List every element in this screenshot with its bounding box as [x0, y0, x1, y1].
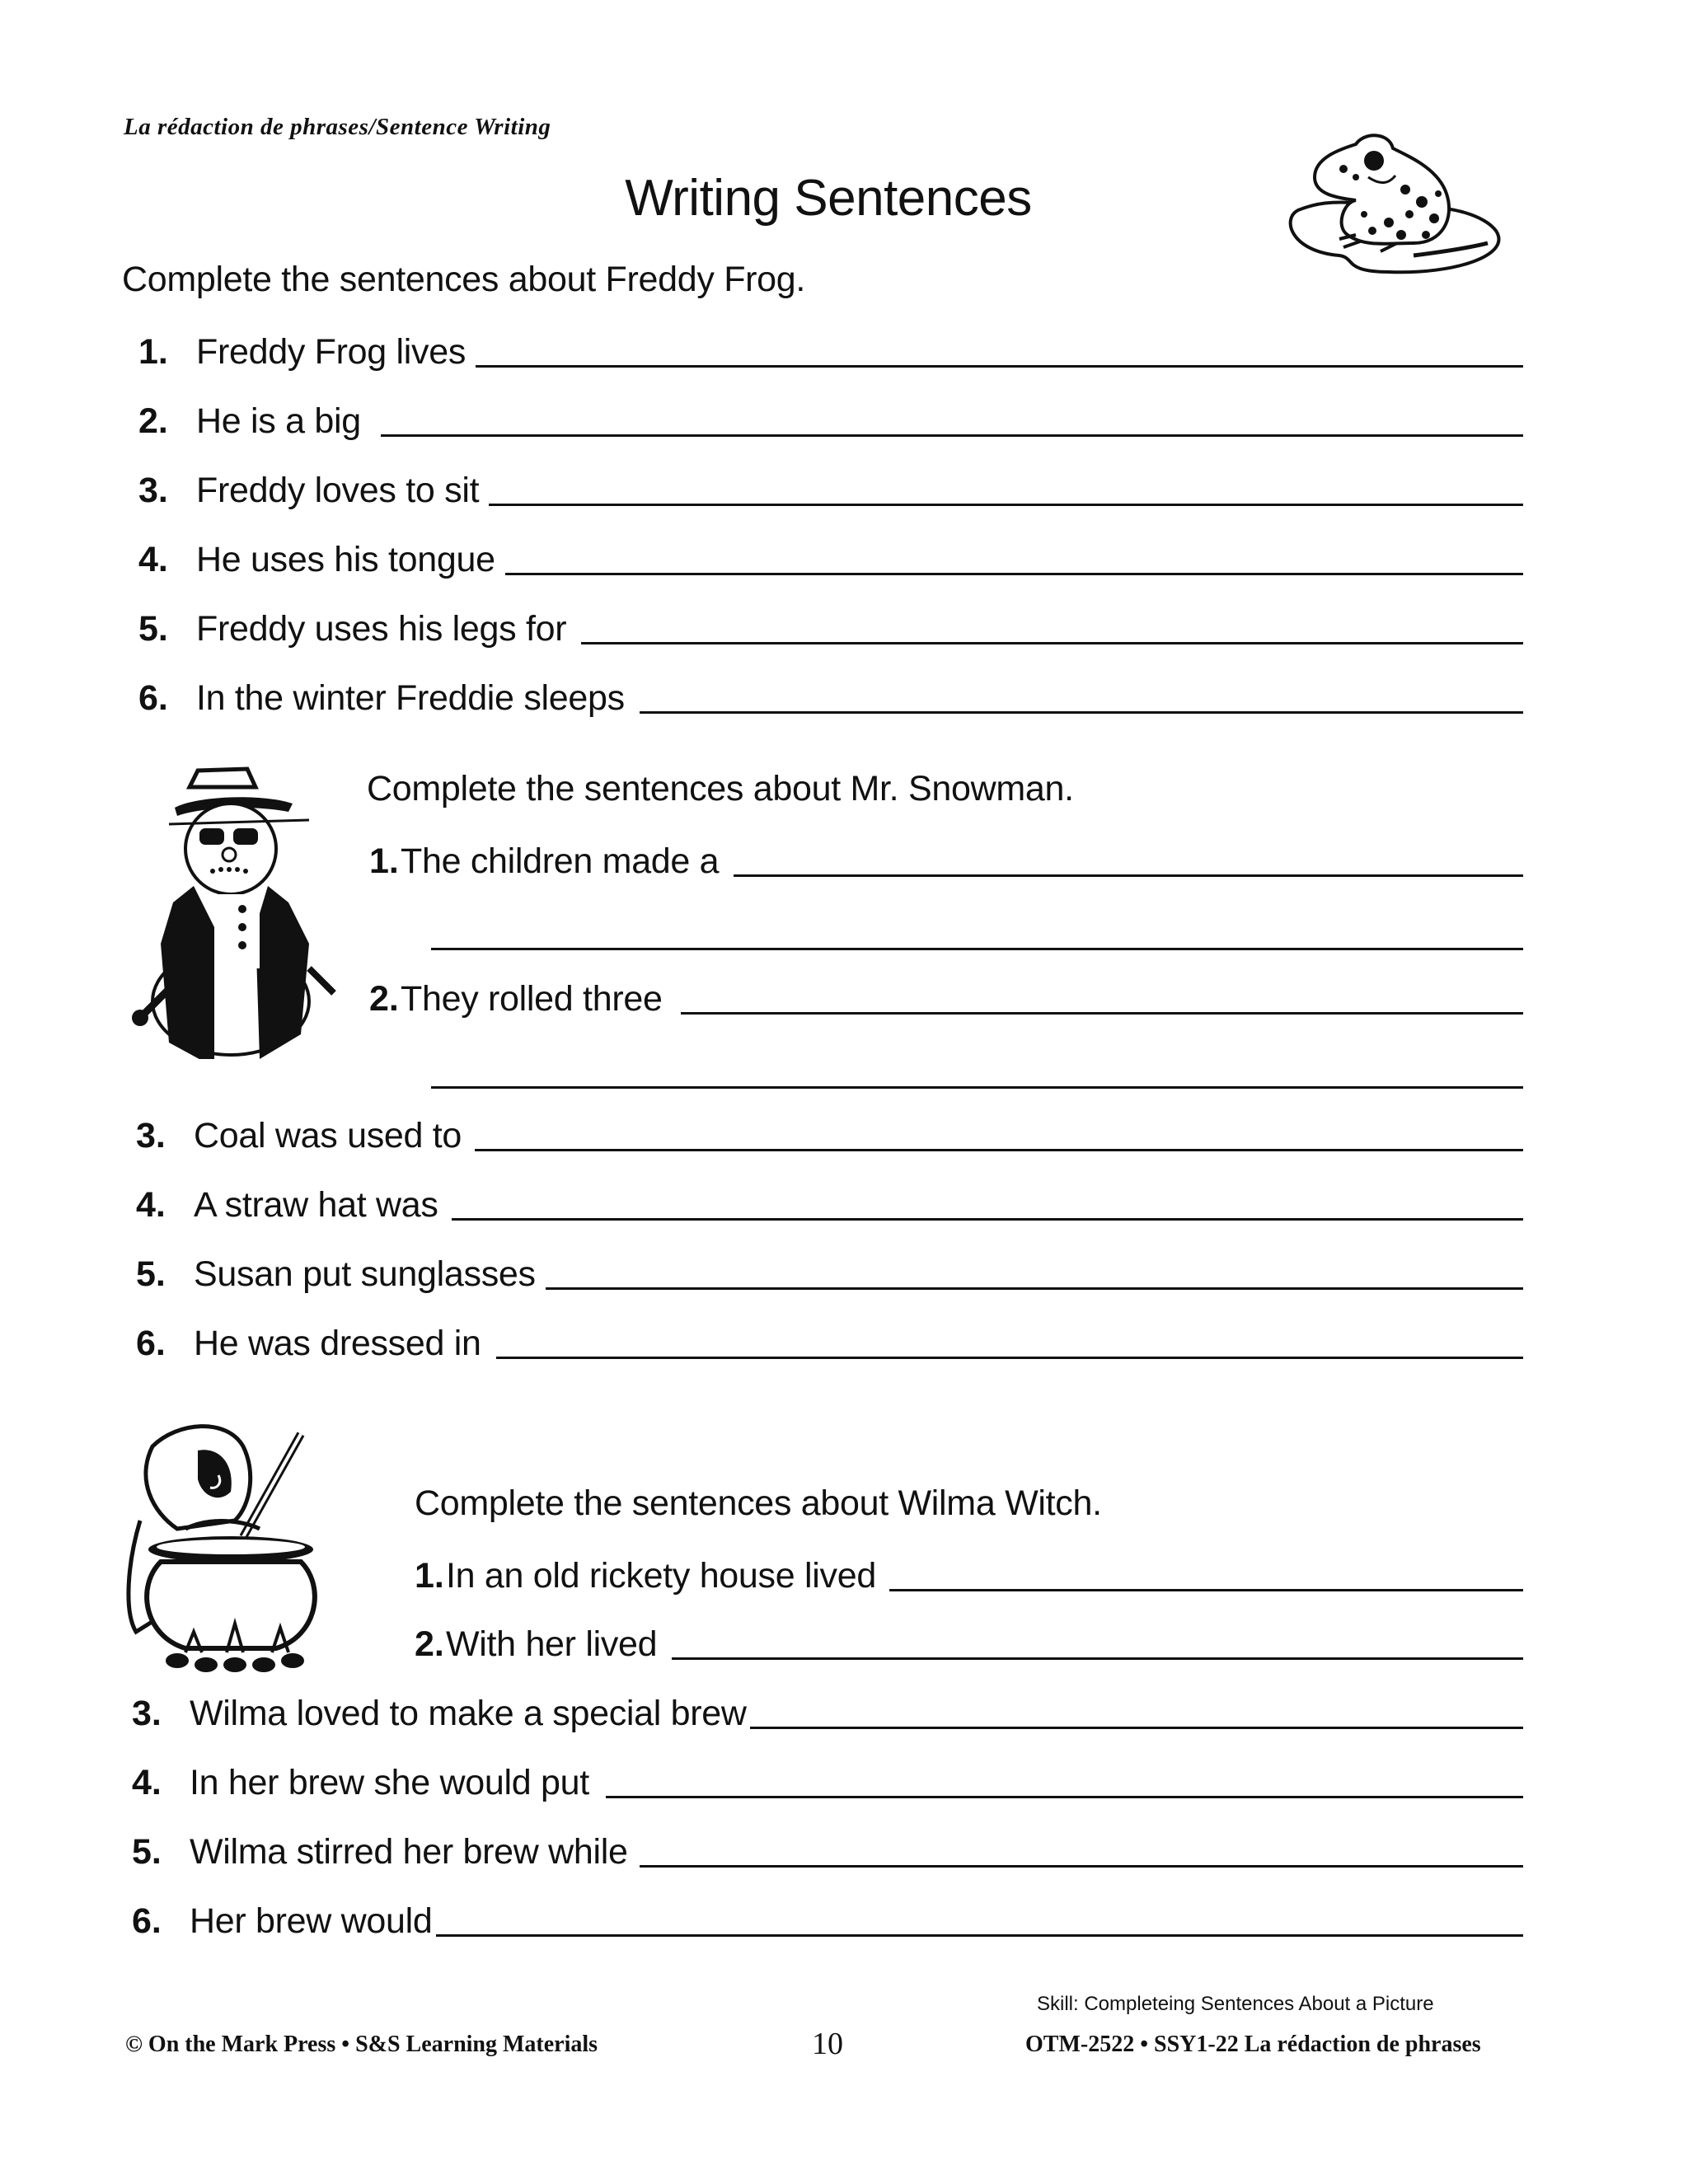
answer-line[interactable] — [476, 365, 1523, 368]
item-number: 4. — [132, 1763, 162, 1802]
item-number: 3. — [138, 471, 168, 510]
item-prompt: They rolled three — [401, 979, 663, 1019]
item-number: 3. — [136, 1116, 166, 1155]
answer-line[interactable] — [489, 504, 1523, 506]
answer-line[interactable] — [672, 1657, 1523, 1660]
answer-line[interactable] — [750, 1727, 1523, 1729]
item-number: 1. — [138, 332, 168, 372]
question-item — [136, 1245, 1523, 1295]
skill-label: Skill: Completeing Sentences About a Picture — [1037, 1993, 1434, 2015]
answer-line[interactable] — [581, 642, 1523, 644]
publisher-credit: © On the Mark Press • S&S Learning Materials — [125, 2032, 598, 2057]
snowman-icon — [124, 762, 338, 1059]
answer-line[interactable] — [475, 1149, 1523, 1151]
item-number: 3. — [132, 1694, 162, 1733]
question-item — [132, 1892, 1523, 1942]
item-prompt: The children made a — [401, 841, 720, 881]
item-prompt: He was dressed in — [194, 1324, 481, 1363]
question-item — [415, 1615, 1523, 1665]
item-prompt: Wilma stirred her brew while — [190, 1832, 628, 1872]
question-item — [138, 462, 1523, 511]
item-number: 2. — [415, 1624, 444, 1664]
question-item — [138, 600, 1523, 649]
item-number: 4. — [136, 1185, 166, 1225]
item-prompt: Susan put sunglasses — [194, 1254, 536, 1294]
answer-line-continuation[interactable] — [431, 948, 1523, 950]
answer-line[interactable] — [734, 874, 1523, 877]
question-item — [136, 1315, 1523, 1364]
item-number: 6. — [136, 1324, 166, 1363]
question-item — [138, 669, 1523, 719]
witch-cauldron-icon — [120, 1413, 350, 1677]
answer-line[interactable] — [640, 711, 1523, 714]
answer-line[interactable] — [546, 1287, 1523, 1290]
question-item — [369, 832, 1523, 882]
item-number: 5. — [138, 609, 168, 649]
item-prompt: Freddy Frog lives — [196, 332, 467, 372]
answer-line[interactable] — [681, 1012, 1523, 1015]
question-item — [132, 1754, 1523, 1803]
question-item — [138, 323, 1523, 373]
item-number: 5. — [132, 1832, 162, 1872]
question-item — [138, 531, 1523, 580]
frog-on-lily-pad-icon — [1265, 111, 1512, 276]
answer-line[interactable] — [606, 1796, 1523, 1798]
page-number: 10 — [812, 2027, 843, 2061]
item-prompt: Freddy uses his legs for — [196, 609, 567, 649]
item-prompt: He is a big — [196, 401, 361, 441]
question-item — [136, 1176, 1523, 1226]
instruction-freddy-frog: Complete the sentences about Freddy Frog. — [122, 260, 806, 299]
item-prompt: In the winter Freddie sleeps — [196, 678, 625, 718]
answer-line[interactable] — [496, 1357, 1523, 1359]
item-prompt: A straw hat was — [194, 1185, 438, 1225]
question-item — [136, 1107, 1523, 1156]
question-item — [132, 1685, 1523, 1734]
item-number: 5. — [136, 1254, 166, 1294]
answer-line[interactable] — [381, 434, 1523, 437]
item-number: 2. — [369, 979, 399, 1019]
answer-line[interactable] — [889, 1589, 1523, 1591]
item-prompt: In her brew she would put — [190, 1763, 589, 1802]
series-title: La rédaction de phrases/Sentence Writing — [124, 114, 551, 140]
item-number: 2. — [138, 401, 168, 441]
answer-line[interactable] — [452, 1218, 1523, 1221]
item-number: 1. — [369, 841, 399, 881]
question-item — [132, 1823, 1523, 1872]
item-number: 4. — [138, 540, 168, 579]
question-item — [138, 392, 1523, 442]
item-number: 1. — [415, 1556, 444, 1596]
item-prompt: In an old rickety house lived — [446, 1556, 876, 1596]
instruction-wilma-witch: Complete the sentences about Wilma Witch. — [415, 1483, 1102, 1523]
answer-line[interactable] — [436, 1934, 1523, 1937]
page-title: Writing Sentences — [625, 170, 1032, 227]
item-prompt: He uses his tongue — [196, 540, 495, 579]
item-prompt: With her lived — [446, 1624, 658, 1664]
item-prompt: Her brew would — [190, 1901, 433, 1941]
product-code: OTM-2522 • SSY1-22 La rédaction de phrases — [1025, 2032, 1481, 2057]
answer-line[interactable] — [640, 1865, 1523, 1868]
answer-line[interactable] — [505, 573, 1523, 575]
item-prompt: Freddy loves to sit — [196, 471, 480, 510]
item-prompt: Wilma loved to make a special brew — [190, 1694, 747, 1733]
instruction-mr-snowman: Complete the sentences about Mr. Snowman. — [367, 769, 1074, 808]
question-item — [415, 1547, 1523, 1596]
item-number: 6. — [132, 1901, 162, 1941]
item-prompt: Coal was used to — [194, 1116, 462, 1155]
question-item — [369, 970, 1523, 1019]
item-number: 6. — [138, 678, 168, 718]
answer-line-continuation[interactable] — [431, 1086, 1523, 1089]
